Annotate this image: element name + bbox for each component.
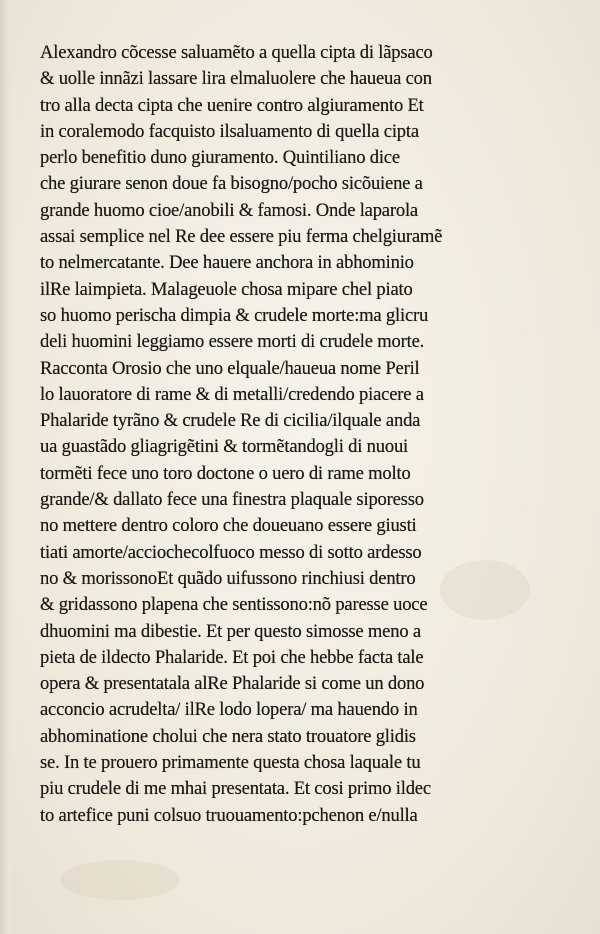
text-line: grande huomo cioe/anobili & famosi. Onde laparola <box>40 199 418 221</box>
text-line: lo lauoratore di rame & di metalli/credendo piacere a <box>40 383 424 405</box>
text-line: to nelmercatante. Dee hauere anchora in abhominio <box>40 252 414 274</box>
text-line: tro alla decta cipta che uenire contro algiuramento Et <box>40 94 424 116</box>
text-line: abhominatione cholui che nera stato trouatore glidis <box>40 725 416 747</box>
text-line: tormẽti fece uno toro doctone o uero di rame molto <box>40 462 411 484</box>
text-line: se. In te prouero primamente questa chosa laquale tu <box>40 752 421 774</box>
text-line: dhuomini ma dibestie. Et per questo simosse meno a <box>40 620 421 642</box>
text-block <box>40 40 530 829</box>
text-line: tiati amorte/acciochecolfuoco messo di sotto ardesso <box>40 541 422 563</box>
text-line: perlo benefitio duno giuramento. Quintiliano dice <box>40 147 400 169</box>
text-line: pieta de ildecto Phalaride. Et poi che hebbe facta tale <box>40 646 424 668</box>
text-line: to artefice puni colsuo truouamento:pchenon e/nulla <box>40 804 418 826</box>
text-line: acconcio acrudelta/ ilRe lodo lopera/ ma hauendo in <box>40 699 418 721</box>
text-line: Phalaride tyrãno & crudele Re di cicilia/ilquale anda <box>40 410 421 432</box>
text-line: grande/& dallato fece una finestra plaquale siporesso <box>40 489 424 511</box>
text-line: Racconta Orosio che uno elquale/haueua nome Peril <box>40 357 420 379</box>
binding-edge <box>0 0 14 934</box>
text-line: opera & presentatala alRe Phalaride si come un dono <box>40 673 425 695</box>
text-line: ilRe laimpieta. Malageuole chosa mipare chel piato <box>40 278 413 300</box>
text-line: & uolle innãzi lassare lira elmaluolere che haueua con <box>40 68 432 90</box>
text-line: no mettere dentro coloro che doueuano essere giusti <box>40 515 417 537</box>
text-line: ua guastãdo gliagrigẽtini & tormẽtandogli di nuoui <box>40 436 409 458</box>
text-line: Alexandro cõcesse saluamẽto a quella cipta di lãpsaco <box>40 42 433 63</box>
text-line: deli huomini leggiamo essere morti di crudele morte. <box>40 331 425 353</box>
text-line: piu crudele di me mhai presentata. Et cosi primo ildec <box>40 778 431 800</box>
text-line: so huomo perischa dimpia & crudele morte:ma glicru <box>40 304 429 326</box>
text-line: in coralemodo facquisto ilsaluamento di quella cipta <box>40 120 419 142</box>
paper-stain <box>60 860 180 900</box>
text-line: & gridassono plapena che sentissono:nõ paresse uoce <box>40 594 428 616</box>
text-line: assai semplice nel Re dee essere piu ferma chelgiuramẽ <box>40 226 443 248</box>
text-line: no & morissonoEt quãdo uifussono rinchiusi dentro <box>40 567 416 589</box>
text-line: che giurare senon doue fa bisogno/pocho sicõuiene a <box>40 173 423 195</box>
